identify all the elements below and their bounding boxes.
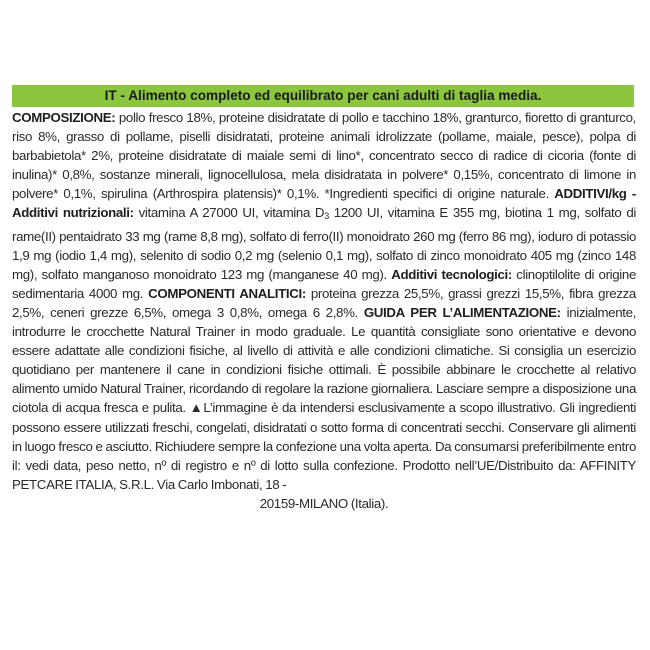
label-text-block <box>12 108 636 513</box>
technological-additives-heading: Additivi tecnologici: <box>391 266 512 282</box>
feeding-guide-text: inizialmente, introdurre le crocchette Natural Trainer in modo graduale. Le quantità consigliate sono orientative e devono essere adattate alle condizioni fisiche, al livello di attività e alle condizioni climatiche. Si consiglia un esercizio quotidiano per mantenere il cane in condizioni fisiche ottimali. È possibile abbinare le crocchette al relativo alimento umido Natural Trainer, ricordando di regolare la razione giornaliera. Lasciare sempre a disposizione una ciotola di acqua fresca e pulita. ▲L’immagine è da intendersi esclusivamente a scopo illustrativo. Gli ingredienti possono essere utilizzati freschi, congelati, disidratati o sotto forma di concentrati secchi. Conservare gli alimenti in luogo fresco e asciutto. Richiudere sempre la confezione una volta aperta. Da consumarsi preferibilmente entro il: vedi data, peso netto, nº di registro e nº di lotto sulla confezione. Prodotto nell’UE/Distribuito da: AFFINITY PETCARE ITALIA, S.R.L. Via Carlo Imbonati, 18 - <box>12 304 637 492</box>
additives-text-part2: 1200 UI, vitamina E 355 mg, biotina 1 mg, solfato di rame(II) pentaidrato 33 mg (rame 8,8 mg), solfato di ferro(II) monoidrato 260 mg (ferro 86 mg), ioduro di potassio 1,9 mg (iodio 1,4 mg), selenito di sodio 0,2 mg (selenio 0,1 mg), solfato di zinco monoidrato 405 mg (zinco 148 mg), solfato manganoso monoidrato 123 mg (manganese 40 mg). <box>12 205 636 282</box>
analytical-components-heading: COMPONENTI ANALITICI: <box>148 285 306 301</box>
additives-text-part1: vitamina A 27000 UI, vitamina D <box>133 205 325 221</box>
distributor-address-end: 20159-MILANO (Italia). <box>259 495 389 511</box>
technological-additives-text: clinoptilolite di origine sedimentaria 4000 mg. <box>12 266 636 301</box>
composition-text: pollo fresco 18%, proteine disidratate di pollo e tacchino 18%, granturco, fioretto di granturco, riso 8%, grasso di pollame, piselli disidratati, proteine animali idrolizzate (pollame, maiale, pesce), polpa di barbabietola* 2%, proteine disidratate di maiale semi di lino*, concentrato secco di radice di cicoria (fonte di inulina)* 0,8%, sostanze minerali, lignocellulosa, mela disidratata in polvere* 0,15%, concentrato di limone in polvere* 0,1%, spirulina (Arthrospira platensis)* 0,1%. *Ingredienti specifici di origine naturale. <box>12 110 636 202</box>
product-title-banner: IT - Alimento completo ed equilibrato per cani adulti di taglia media. <box>12 85 634 107</box>
label-paragraph <box>12 108 636 513</box>
analytical-components-text: proteina grezza 25,5%, grassi grezzi 15,5%, fibra grezza 2,5%, ceneri grezze 6,5%, omega 3 0,8%, omega 6 2,8%. <box>12 285 636 320</box>
composition-heading: COMPOSIZIONE: <box>12 110 116 125</box>
additives-heading: ADDITIVI/kg - Additivi nutrizionali: <box>12 186 636 221</box>
vitamin-d-subscript: 3 <box>324 211 329 222</box>
feeding-guide-heading: GUIDA PER L’ALIMENTAZIONE: <box>363 304 561 320</box>
